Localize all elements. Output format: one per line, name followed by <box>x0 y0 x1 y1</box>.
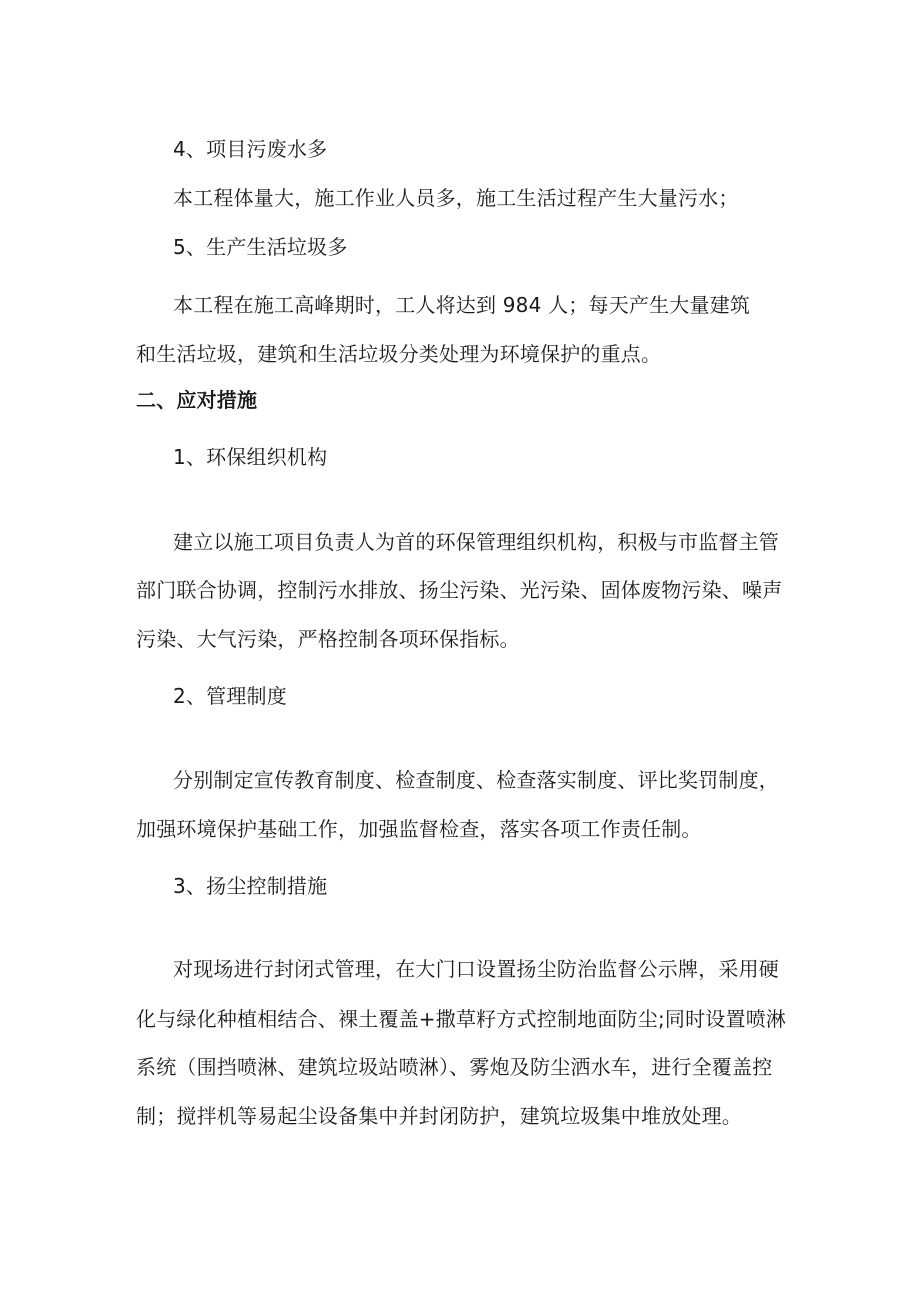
item-heading: 4、项目污废水多 <box>173 137 328 161</box>
item-heading: 3、扬尘控制措施 <box>173 874 328 898</box>
paragraph-line: 系统（围挡喷淋、建筑垃圾站喷淋）、雾炮及防尘洒水车，进行全覆盖控 <box>136 1055 773 1079</box>
paragraph-line: 和生活垃圾，建筑和生活垃圾分类处理为环境保护的重点。 <box>136 342 662 366</box>
paragraph-line: 建立以施工项目负责人为首的环保管理组织机构，积极与市监督主管 <box>173 530 779 554</box>
paragraph-line: 部门联合协调，控制污水排放、扬尘污染、光污染、固体废物污染、噪声 <box>136 578 783 602</box>
item-heading: 1、环保组织机构 <box>173 445 328 469</box>
paragraph-line: 本工程在施工高峰期时，工人将达到 984 人；每天产生大量建筑 <box>173 293 751 317</box>
paragraph-line: 加强环境保护基础工作，加强监督检查，落实各项工作责任制。 <box>136 817 702 841</box>
paragraph-line: 污染、大气污染，严格控制各项环保指标。 <box>136 627 520 651</box>
paragraph-line: 化与绿化种植相结合、裸土覆盖+撒草籽方式控制地面防尘;同时设置喷淋 <box>136 1007 787 1031</box>
paragraph-line: 制；搅拌机等易起尘设备集中并封闭防护，建筑垃圾集中堆放处理。 <box>136 1104 742 1128</box>
paragraph-line: 分别制定宣传教育制度、检查制度、检查落实制度、评比奖罚制度， <box>173 768 779 792</box>
item-heading: 2、管理制度 <box>173 684 287 708</box>
paragraph-line: 对现场进行封闭式管理，在大门口设置扬尘防治监督公示牌，采用硬 <box>173 957 779 981</box>
paragraph-line: 本工程体量大，施工作业人员多，施工生活过程产生大量污水； <box>173 186 739 210</box>
section-heading: 二、应对措施 <box>136 388 258 412</box>
item-heading: 5、生产生活垃圾多 <box>173 235 348 259</box>
